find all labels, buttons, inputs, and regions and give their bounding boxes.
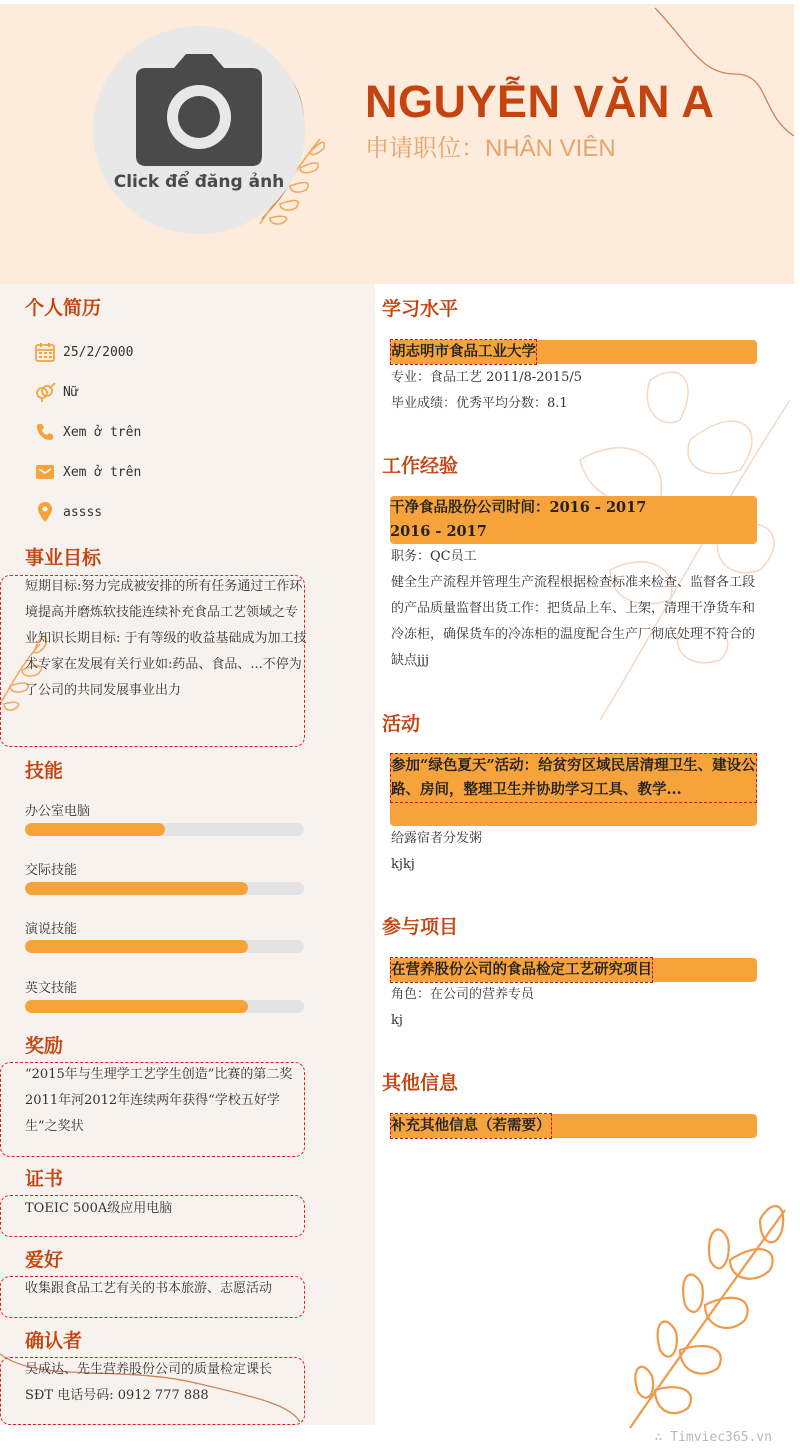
- projects-role: 角色：在公司的营养专员: [391, 987, 535, 1002]
- skill-bar-fill: [25, 823, 165, 836]
- certificates-text: TOEIC 500A级应用电脑: [25, 1201, 173, 1216]
- projects-line-2: kj: [391, 1013, 403, 1028]
- profile-title: 个人简历: [25, 297, 102, 319]
- left-column: [0, 284, 375, 1425]
- activities-line-1: 给露宿者分发粥: [391, 831, 483, 846]
- gender-icon: [34, 381, 56, 403]
- info-address: [34, 500, 102, 524]
- activities-line-2: kjkj: [391, 857, 415, 872]
- avatar-upload-label: Click để đăng ảnh: [113, 172, 285, 192]
- activities-title: 活动: [382, 713, 421, 735]
- applied-position: [365, 128, 616, 163]
- phone-icon: [34, 421, 56, 443]
- skill-name: 英文技能: [25, 981, 78, 996]
- watermark-text: Timviec365.vn: [670, 1430, 772, 1445]
- info-phone: [34, 420, 141, 444]
- position-label: 申请职位：: [365, 134, 485, 162]
- camera-icon: [136, 54, 262, 166]
- awards-text: “2015年与生理学工艺学生创造”比赛的第二奖2011年河2012年连续两年获得“学校五好学生”之奖状: [25, 1067, 293, 1134]
- calendar-icon: [34, 341, 56, 363]
- experience-period: 2016 - 2017: [390, 523, 487, 540]
- email-value: Xem ở trên: [63, 464, 142, 480]
- certificates-title: 证书: [25, 1168, 64, 1190]
- hobbies-text: 收集跟食品工艺有关的书本旅游、志愿活动: [25, 1281, 273, 1296]
- projects-heading: 在营养股份公司的食品检定工艺研究项目: [390, 957, 653, 983]
- other-info-title: 其他信息: [382, 1072, 459, 1094]
- location-icon: [34, 501, 56, 523]
- education-title: 学习水平: [382, 298, 459, 320]
- objective-title: 事业目标: [25, 547, 102, 569]
- skills-title: 技能: [25, 760, 64, 782]
- skill-bar: [25, 882, 304, 895]
- hobbies-title: 爱好: [25, 1249, 64, 1271]
- bottom-leaf-decoration: [610, 1200, 800, 1430]
- info-email: [34, 460, 141, 484]
- avatar-upload[interactable]: [93, 26, 305, 234]
- position-value: NHÂN VIÊN: [485, 135, 616, 162]
- experience-role: 职务：QC员工: [391, 549, 477, 564]
- skill-bar-fill: [25, 1000, 248, 1013]
- skill-bar-fill: [25, 940, 248, 953]
- skill-bar: [25, 1000, 304, 1013]
- experience-company: 干净食品股份公司时间：2016 - 2017: [390, 499, 647, 516]
- watermark-icon: ∴: [654, 1430, 671, 1445]
- skill-bar-fill: [25, 882, 248, 895]
- email-icon: [34, 461, 56, 483]
- education-major: 专业：食品工艺 2011/8-2015/5: [391, 370, 582, 385]
- experience-title: 工作经验: [382, 455, 459, 477]
- reference-line-1: 吴成达、先生营养股份公司的质量检定课长: [25, 1362, 273, 1377]
- watermark: [655, 1430, 772, 1445]
- projects-title: 参与项目: [382, 916, 459, 938]
- address-value: assss: [63, 504, 103, 520]
- cv-header: [0, 4, 794, 284]
- skill-bar: [25, 823, 304, 836]
- education-result: 毕业成绩：优秀平均分数：8.1: [391, 396, 568, 411]
- skill-name: 演说技能: [25, 922, 78, 937]
- education-school: 胡志明市食品工业大学: [390, 339, 537, 365]
- skill-name: 交际技能: [25, 863, 78, 878]
- activities-heading: 参加“绿色夏天”活动：给贫穷区域民居清理卫生、建设公路、房间，整理卫生并协助学习工具、教学...: [390, 753, 757, 803]
- phone-value: Xem ở trên: [63, 424, 142, 440]
- skill-name: 办公室电脑: [25, 804, 91, 819]
- awards-title: 奖励: [25, 1035, 64, 1057]
- birthday-value: 25/2/2000: [63, 344, 134, 360]
- other-info-heading: 补充其他信息（若需要）: [390, 1113, 552, 1139]
- objective-text: 短期目标:努力完成被安排的所有任务通过工作环境提高并磨炼软技能连续补充食品工艺领域之专业知识长期目标: 于有等级的收益基础成为加工技术专家在发展有关行业如:药品、食品、...不停为了公司的共同发展事业出力: [25, 579, 307, 698]
- info-gender: [34, 380, 79, 404]
- gender-value: Nữ: [63, 384, 79, 400]
- experience-description: 健全生产流程并管理生产流程根据检查标准来检查、监督各工段的产品质量监督出货工作：把货品上车、上架，清理干净货车和冷冻柜，确保货车的冷冻柜的温度配合生产厂彻底处理不符合的缺点jjj: [391, 575, 756, 668]
- candidate-name: NGUYỄN VĂN A: [365, 76, 715, 127]
- skill-bar: [25, 940, 304, 953]
- info-birthday: [34, 340, 133, 364]
- reference-line-2: SĐT 电话号码: 0912 777 888: [25, 1388, 209, 1403]
- reference-title: 确认者: [25, 1330, 83, 1352]
